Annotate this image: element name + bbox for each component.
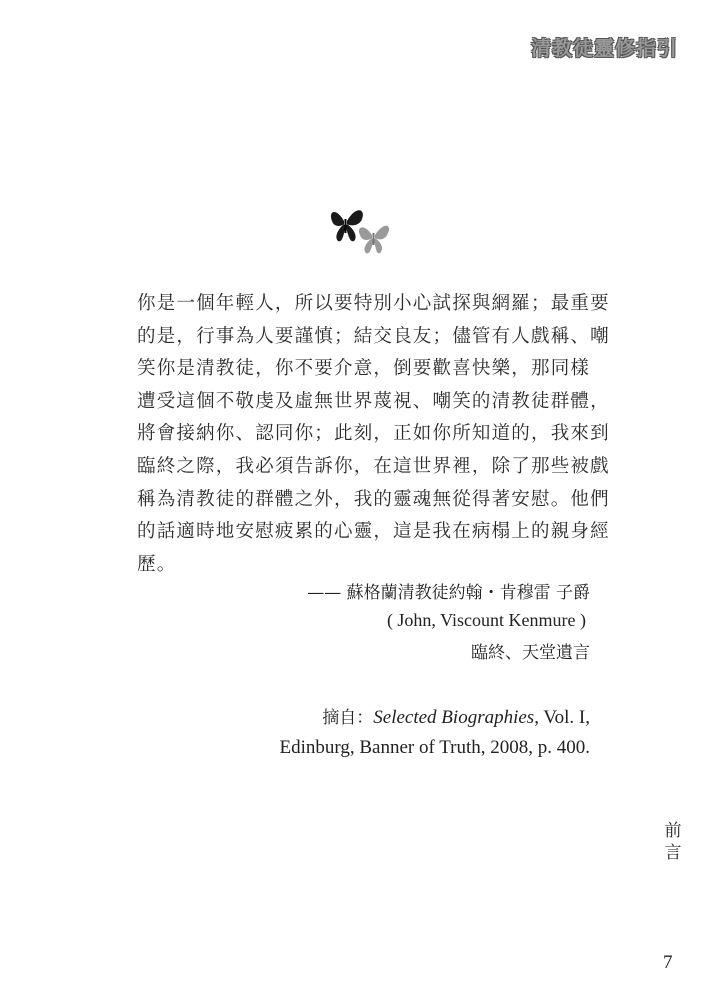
signature-author-chinese: —— 蘇格蘭清教徒約翰・肯穆雷 子爵 [307,583,590,603]
signature-note: 臨終、天堂遺言 [471,643,590,663]
citation-line-2: Edinburg, Banner of Truth, 2008, p. 400. [279,737,590,758]
quote-paragraph [137,288,610,581]
quote-line: 將會接納你、認同你；此刻，正如你所知道的，我來到 [137,423,610,445]
citation-volume: , Vol. I, [534,707,590,728]
running-header-title: 清教徒靈修指引 [531,36,678,60]
citation-label: 摘自： [322,708,374,728]
side-tab-char: 前 [664,821,682,841]
quote-line: 稱為清教徒的群體之外，我的靈魂無從得著安慰。他們 [137,488,610,510]
quote-line: 歷。 [137,553,177,575]
side-tab-char: 言 [664,843,682,863]
signature-author-english: ( John, Viscount Kenmure ) [386,610,586,630]
quote-line: 的是，行事為人要謹慎；結交良友；儘管有人戲稱、嘲 [137,325,610,347]
chapter-side-tab [663,820,683,864]
quote-line: 的話適時地安慰疲累的心靈，這是我在病榻上的親身經 [137,521,610,543]
quote-line: 笑你是清教徒，你不要介意，倒要歡喜快樂，那同樣 [137,358,591,380]
butterfly-ornament-icon [328,205,392,255]
quote-line: 臨終之際，我必須告訴你，在這世界裡，除了那些被戲 [137,455,610,477]
page-number: 7 [663,952,673,973]
citation-line-1 [322,703,590,729]
quote-line: 遭受這個不敬虔及虛無世界蔑視、嘲笑的清教徒群體， [137,390,610,412]
quote-line: 你是一個年輕人，所以要特別小心試探與網羅；最重要 [137,293,610,314]
citation-title: Selected Biographies [373,707,535,728]
